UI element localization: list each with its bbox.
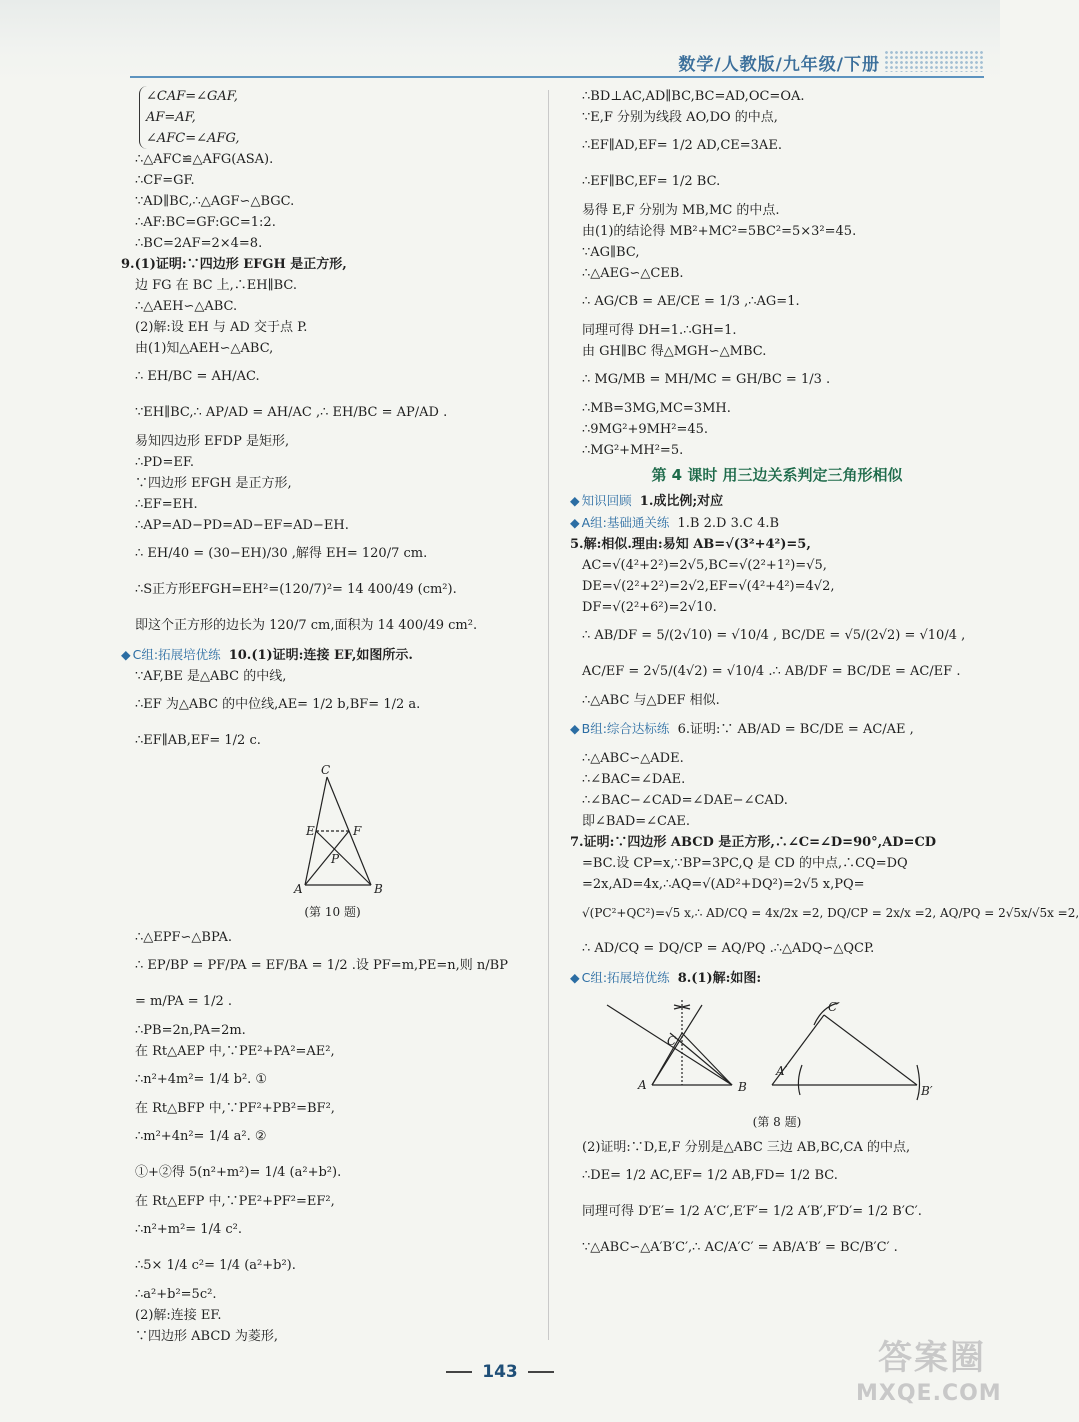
text-line: ∠CAF=∠GAF, (146, 89, 238, 104)
text-line: (2)解:连接 EF. (135, 1308, 222, 1323)
text-line: ①+②得 5(n²+m²)= 1/4 (a²+b²). (135, 1165, 342, 1180)
text-line: ∴MG²+MH²=5. (582, 443, 684, 458)
text-line: ∴EF∥AD,EF= 1/2 AD,CE=3AE. (582, 138, 782, 153)
text-line (570, 711, 972, 748)
question-8-heading: 8.(1)解:如图: (677, 971, 762, 986)
diamond-icon: ◆ (121, 647, 131, 662)
section-tag-label: C组:拓展培优练 (581, 970, 670, 985)
text-line: 由(1)的结论得 MB²+MC²=5BC²=5×3²=45. (582, 224, 857, 239)
section-tag-label: C组:拓展培优练 (132, 647, 221, 662)
text-line: ∵四边形 ABCD 为菱形, (135, 1329, 278, 1344)
text-line (570, 512, 972, 534)
text-line: AC=√(4²+2²)=2√5,BC=√(2²+1²)=√5, (582, 558, 827, 573)
text-line: ∵△ABC∽△A′B′C′,∴ AC/A′C′ = AB/A′B′ = BC/B′C′ . (582, 1240, 898, 1255)
figure-caption: (第 8 题) (752, 1115, 802, 1129)
text-line: ∴EF 为△ABC 的中位线,AE= 1/2 b,BF= 1/2 a. (135, 697, 421, 712)
text-line: ∴EF∥BC,EF= 1/2 BC. (582, 174, 721, 189)
text-line: ∵四边形 EFGH 是正方形, (135, 476, 292, 491)
section-tag-label: B组:综合达标练 (581, 721, 670, 736)
text-line: ∵AG∥BC, (582, 245, 640, 260)
text-line (570, 967, 972, 989)
page-number-dash (528, 1371, 554, 1373)
text-line: ∵AF,BE 是△ABC 的中线, (135, 669, 287, 684)
figure-label: A (294, 882, 303, 896)
figure-label: F (353, 824, 362, 838)
text-line: ∴9MG²+9MH²=45. (582, 422, 709, 437)
text-line: ∴∠BAC−∠CAD=∠DAE−∠CAD. (582, 793, 788, 808)
figure-label: C (667, 1034, 677, 1048)
section-title: 第 4 课时 用三边关系判定三角形相似 (651, 466, 903, 484)
text-line: = m/PA = 1/2 . (135, 994, 233, 1009)
text-line: √(PC²+QC²)=√5 x,∴ AD/CQ = 4x/2x =2, DQ/CP = 2x/x =2, AQ/PQ = 2√5x/√5x =2, (582, 906, 1079, 920)
text-line: ∴BC=2AF=2×4=8. (135, 236, 263, 251)
figure-label: B (374, 882, 383, 896)
diamond-icon: ◆ (570, 493, 580, 508)
triangle-figure (135, 765, 530, 895)
watermark-logo (856, 1330, 1002, 1410)
watermark-text: 答案圈 (878, 1338, 986, 1378)
text-line: 易得 E,F 分别为 MB,MC 的中点. (582, 203, 780, 218)
text-line: ∴△AEH∽△ABC. (135, 299, 238, 314)
section-tag-label: 知识回顾 (581, 493, 632, 508)
figure-label: C (321, 763, 331, 777)
text-line: ∴△AEG∽△CEB. (582, 266, 684, 281)
diamond-icon: ◆ (570, 515, 580, 530)
figure-label: C′ (828, 1000, 840, 1014)
figure-label: P (331, 852, 340, 866)
answer-text: 1.成比例;对应 (639, 494, 724, 509)
text-line: ∴ MG/MB = MH/MC = GH/BC = 1/3 . (582, 372, 831, 387)
text-line: ∴ EP/BP = PF/PA = EF/BA = 1/2 .设 PF=m,PE=n,则 n/BP (135, 958, 508, 973)
text-line: ∴△AFC≌△AFG(ASA). (135, 152, 274, 167)
question-7-heading: 7.证明:∵四边形 ABCD 是正方形,∴∠C=∠D=90°,AD=CD (570, 835, 937, 850)
text-line: ∴DE= 1/2 AC,EF= 1/2 AB,FD= 1/2 BC. (582, 1168, 838, 1183)
text-line: ∴5× 1/4 c²= 1/4 (a²+b²). (135, 1258, 296, 1273)
text-line: (2)解:设 EH 与 AD 交于点 P. (135, 320, 308, 335)
text-line: 易知四边形 EFDP 是矩形, (135, 434, 290, 449)
construction-figure (582, 995, 972, 1105)
answer-text: 1.B (677, 516, 700, 531)
page-number-value: 143 (482, 1362, 518, 1382)
left-column (121, 86, 530, 1347)
question-5-heading: 5.解:相似.理由:易知 AB=√(3²+4²)=5, (570, 537, 811, 552)
text-line: ∴MB=3MG,MC=3MH. (582, 401, 731, 416)
text-line: ∴△ABC∽△ADE. (582, 751, 684, 766)
answer-text: 6.证明:∵ AB/AD = BC/DE = AC/AE , (677, 722, 914, 737)
section-tag (570, 967, 670, 988)
text-line: ∵EH∥BC,∴ AP/AD = AH/AC ,∴ EH/BC = AP/AD . (135, 405, 448, 420)
text-line: ∴EF=EH. (135, 497, 198, 512)
figure-10 (135, 765, 530, 923)
header-rule (130, 76, 984, 78)
text-line: ∴BD⊥AC,AD∥BC,BC=AD,OC=OA. (582, 89, 805, 104)
question-10-heading: 10.(1)证明:连接 EF,如图所示. (228, 648, 413, 663)
text-line: ∴n²+4m²= 1/4 b². ① (135, 1072, 268, 1087)
text-line: ∴CF=GF. (135, 173, 195, 188)
figure-label: A (638, 1078, 647, 1092)
text-line: ∴S正方形EFGH=EH²=(120/7)²= 14 400/49 (cm²). (135, 582, 457, 597)
text-line: ∵E,F 分别为线段 AO,DO 的中点, (582, 110, 778, 125)
figure-label: B′ (921, 1084, 933, 1098)
text-line: 由 GH∥BC 得△MGH∽△MBC. (582, 344, 767, 359)
text-line: 即∠BAD=∠CAE. (582, 814, 690, 829)
text-line: (2)证明:∵D,E,F 分别是△ABC 三边 AB,BC,CA 的中点, (582, 1140, 911, 1155)
text-line: 同理可得 D′E′= 1/2 A′C′,E′F′= 1/2 A′B′,F′D′= 1/2 B′C′. (582, 1204, 922, 1219)
watermark-url: MXQE.COM (856, 1381, 1002, 1406)
answer-text: 2.D 3.C 4.B (703, 516, 780, 531)
text-line: 由(1)知△AEH∽△ABC, (135, 341, 274, 356)
text-line: ∴∠BAC=∠DAE. (582, 772, 686, 787)
figure-caption: (第 10 题) (304, 905, 361, 919)
diamond-icon: ◆ (570, 970, 580, 985)
text-line: ∴m²+4n²= 1/4 a². ② (135, 1129, 267, 1144)
section-tag (570, 490, 632, 511)
page-number-dash (446, 1371, 472, 1373)
text-line: ∴ EH/BC = AH/AC. (135, 369, 260, 384)
text-line: 即这个正方形的边长为 120/7 cm,面积为 14 400/49 cm². (135, 618, 478, 633)
text-line: ∴ AD/CQ = DQ/CP = AQ/PQ .∴△ADQ∽△QCP. (582, 941, 875, 956)
text-line: 同理可得 DH=1.∴GH=1. (582, 323, 737, 338)
text-line (570, 490, 972, 512)
text-line: AF=AF, (146, 110, 196, 125)
equation-system (139, 86, 240, 149)
text-line (121, 644, 530, 666)
question-9-heading: 9.(1)证明:∵四边形 EFGH 是正方形, (121, 257, 347, 272)
text-line: DF=√(2²+6²)=2√10. (582, 600, 717, 615)
section-tag-label: A组:基础通关练 (581, 515, 670, 530)
section-tag (570, 711, 669, 747)
text-line: ∵AD∥BC,∴△AGF∽△BGC. (135, 194, 295, 209)
page-number (0, 1362, 1000, 1382)
diamond-icon: ◆ (570, 721, 580, 736)
text-line: ∴n²+m²= 1/4 c². (135, 1222, 242, 1237)
text-line: =BC.设 CP=x,∵BP=3PC,Q 是 CD 的中点,∴CQ=DQ (582, 856, 908, 871)
text-line: ∴PD=EF. (135, 455, 194, 470)
text-line: DE=√(2²+2²)=2√2,EF=√(4²+4²)=4√2, (582, 579, 835, 594)
text-line: AC/EF = 2√5/(4√2) = √10/4 .∴ AB/DF = BC/DE = AC/EF . (582, 664, 961, 679)
text-line: ∴AF:BC=GF:GC=1:2. (135, 215, 276, 230)
text-line: ∴ AG/CB = AE/CE = 1/3 ,∴AG=1. (582, 294, 800, 309)
text-line: ∴ AB/DF = 5/(2√10) = √10/4 , BC/DE = √5/(2√2) = √10/4 , (582, 628, 966, 643)
section-tag (570, 512, 669, 533)
text-line: ∴△ABC 与△DEF 相似. (582, 693, 720, 708)
text-line: =2x,AD=4x,∴AQ=√(AD²+DQ²)=2√5 x,PQ= (582, 877, 865, 892)
text-line: ∠AFC=∠AFG, (146, 131, 240, 146)
figure-label: E (306, 824, 315, 838)
section-tag (121, 644, 221, 665)
text-line: ∴PB=2n,PA=2m. (135, 1023, 246, 1038)
figure-label: A′ (776, 1064, 788, 1078)
text-line: 在 Rt△EFP 中,∵PE²+PF²=EF², (135, 1194, 335, 1209)
header-decoration (884, 50, 984, 72)
text-line: ∴AP=AD−PD=AD−EF=AD−EH. (135, 518, 349, 533)
column-divider (548, 90, 549, 1340)
text-line: 边 FG 在 BC 上,∴EH∥BC. (135, 278, 298, 293)
header-title: 数学/人教版/九年级/下册 (678, 55, 880, 75)
figure-8 (582, 995, 972, 1133)
text-line: 在 Rt△BFP 中,∵PF²+PB²=BF², (135, 1101, 335, 1116)
text-line: ∴ EH/40 = (30−EH)/30 ,解得 EH= 120/7 cm. (135, 546, 428, 561)
figure-label: B (738, 1080, 747, 1094)
right-column (570, 86, 1079, 1266)
text-line: ∴EF∥AB,EF= 1/2 c. (135, 733, 261, 748)
text-line: 在 Rt△AEP 中,∵PE²+PA²=AE², (135, 1044, 335, 1059)
text-line: ∴△EPF∽△BPA. (135, 930, 233, 945)
text-line: ∴a²+b²=5c². (135, 1287, 217, 1302)
